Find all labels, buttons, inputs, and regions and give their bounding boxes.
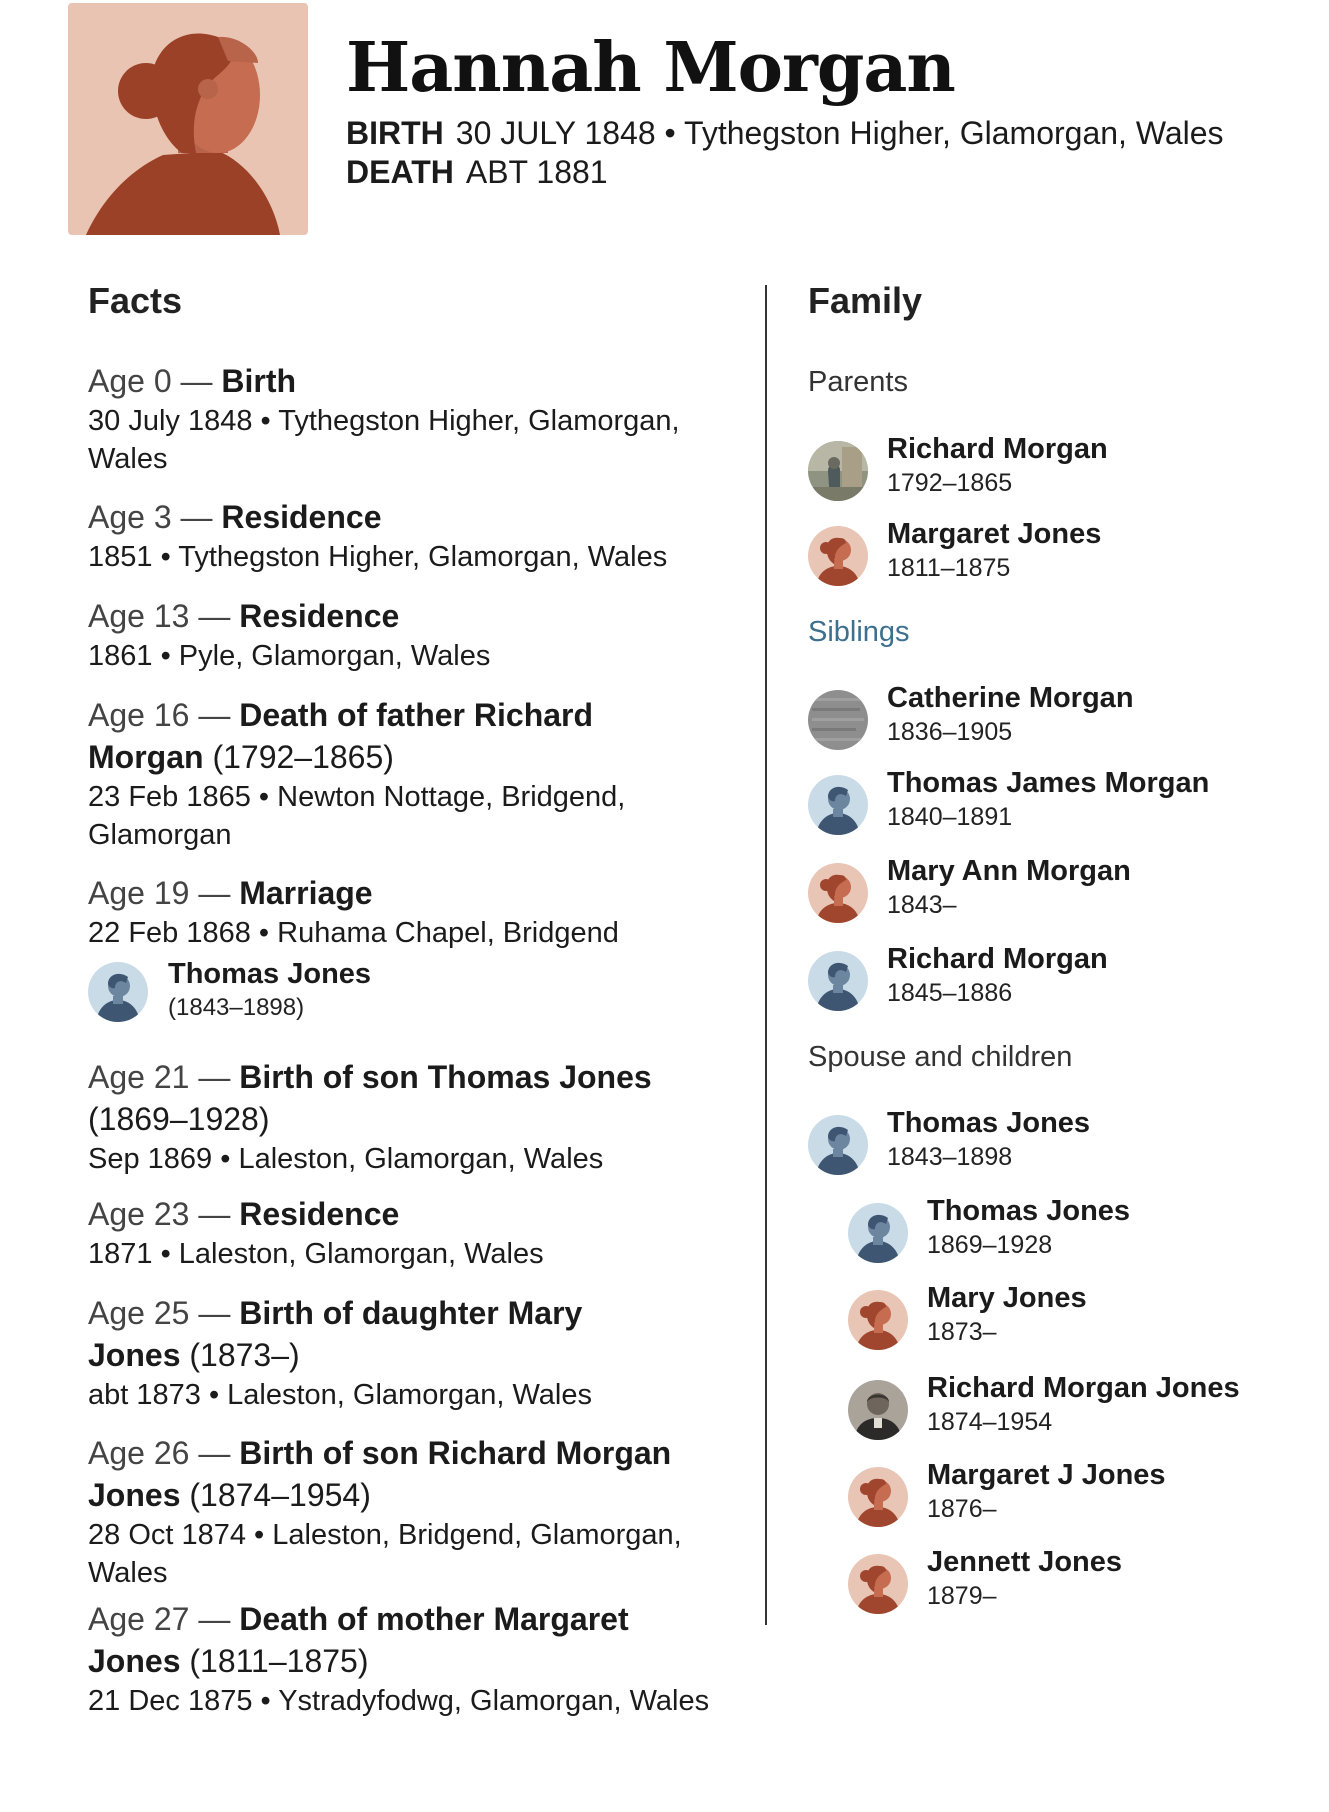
- member-name: Thomas Jones: [927, 1195, 1131, 1227]
- avatar: [848, 1203, 908, 1263]
- fact-item[interactable]: [88, 496, 738, 576]
- avatar: [808, 951, 868, 1011]
- fact-age: Age 27 —: [88, 1601, 240, 1637]
- member-name: Thomas Jones: [887, 1107, 1091, 1139]
- siblings-heading[interactable]: Siblings: [808, 616, 910, 648]
- fact-event: Birth: [221, 363, 297, 399]
- female-avatar-icon: [848, 1467, 908, 1527]
- family-member[interactable]: [808, 857, 1278, 921]
- member-name: Mary Jones: [927, 1282, 1087, 1314]
- member-years: 1876–: [927, 1495, 997, 1523]
- fact-event-years: (1874–1954): [180, 1477, 371, 1513]
- member-years: 1811–1875: [887, 554, 1011, 582]
- family-section: [808, 280, 1308, 1610]
- avatar: [808, 863, 868, 923]
- birth-value: 30 JULY 1848 • Tythegston Higher, Glamorgan, Wales: [455, 115, 1224, 151]
- document-photo-avatar-icon: [808, 690, 868, 750]
- family-member[interactable]: [808, 945, 1278, 1009]
- member-name: Mary Ann Morgan: [887, 855, 1131, 887]
- male-avatar-icon: [88, 962, 148, 1022]
- profile-portrait[interactable]: [68, 3, 308, 235]
- fact-age: Age 26 —: [88, 1435, 240, 1471]
- fact-item[interactable]: [88, 694, 648, 854]
- fact-detail: 21 Dec 1875 • Ystradyfodwg, Glamorgan, Wales: [88, 1685, 710, 1717]
- avatar: [88, 962, 148, 1022]
- female-avatar-icon: [848, 1554, 908, 1614]
- member-years: 1843–1898: [887, 1143, 1013, 1171]
- fact-event: Marriage: [239, 875, 373, 911]
- person-name: Hannah Morgan: [346, 28, 955, 108]
- portrait-photo-avatar-icon: [848, 1380, 908, 1440]
- child-member[interactable]: [848, 1284, 1318, 1348]
- avatar: [848, 1290, 908, 1350]
- fact-event: Death of mother Margaret Jones: [88, 1601, 629, 1679]
- death-label: DEATH: [346, 154, 454, 190]
- parents-heading: Parents: [808, 366, 908, 398]
- fact-detail: Sep 1869 • Laleston, Glamorgan, Wales: [88, 1143, 604, 1175]
- fact-item[interactable]: [88, 360, 738, 478]
- female-avatar-icon: [808, 526, 868, 586]
- death-value: ABT 1881: [465, 154, 608, 190]
- member-name: Margaret J Jones: [927, 1459, 1166, 1491]
- female-avatar-icon: [848, 1290, 908, 1350]
- fact-item[interactable]: [88, 1193, 738, 1273]
- member-name: Richard Morgan: [887, 433, 1108, 465]
- fact-item[interactable]: [88, 1056, 738, 1178]
- family-member[interactable]: [808, 520, 1278, 584]
- male-avatar-icon: [848, 1203, 908, 1263]
- fact-event-years: (1792–1865): [203, 739, 394, 775]
- facts-section: [88, 280, 738, 1717]
- fact-event: Residence: [239, 1196, 400, 1232]
- male-avatar-icon: [808, 951, 868, 1011]
- fact-detail: 23 Feb 1865 • Newton Nottage, Bridgend, Glamorgan: [88, 781, 626, 851]
- fact-age: Age 3 —: [88, 499, 222, 535]
- family-member[interactable]: [808, 769, 1278, 833]
- member-years: 1843–: [887, 891, 957, 919]
- male-avatar-icon: [808, 775, 868, 835]
- marriage-spouse-link[interactable]: [88, 958, 738, 1024]
- avatar: [848, 1554, 908, 1614]
- member-name: Richard Morgan: [887, 943, 1108, 975]
- fact-event: Residence: [239, 598, 400, 634]
- fact-age: Age 0 —: [88, 363, 222, 399]
- fact-item[interactable]: [88, 595, 738, 675]
- avatar: [808, 441, 868, 501]
- child-member[interactable]: [848, 1374, 1318, 1438]
- fact-age: Age 21 —: [88, 1059, 240, 1095]
- fact-detail: 1861 • Pyle, Glamorgan, Wales: [88, 640, 491, 672]
- fact-detail: 30 July 1848 • Tythegston Higher, Glamorgan, Wales: [88, 405, 680, 475]
- member-name: Catherine Morgan: [887, 682, 1134, 714]
- fact-item[interactable]: [88, 872, 738, 1024]
- child-member[interactable]: [848, 1548, 1318, 1612]
- avatar: [808, 775, 868, 835]
- family-member[interactable]: [808, 684, 1278, 748]
- fact-detail: 1871 • Laleston, Glamorgan, Wales: [88, 1238, 544, 1270]
- fact-age: Age 23 —: [88, 1196, 240, 1232]
- child-member[interactable]: [848, 1197, 1318, 1261]
- spouse-children-heading: Spouse and children: [808, 1041, 1073, 1073]
- fact-event-years: (1811–1875): [180, 1643, 369, 1679]
- family-member[interactable]: [808, 435, 1278, 499]
- fact-item[interactable]: [88, 1598, 710, 1720]
- fact-event: Birth of son Thomas Jones: [239, 1059, 652, 1095]
- fact-event: Birth of daughter Mary Jones: [88, 1295, 583, 1373]
- fact-detail: 1851 • Tythegston Higher, Glamorgan, Wales: [88, 541, 668, 573]
- member-years: 1879–: [927, 1582, 997, 1610]
- column-divider: [765, 285, 767, 1625]
- fact-item[interactable]: [88, 1432, 688, 1592]
- member-name: Jennett Jones: [927, 1546, 1122, 1578]
- female-avatar-icon: [808, 863, 868, 923]
- fact-detail: abt 1873 • Laleston, Glamorgan, Wales: [88, 1379, 592, 1411]
- spouse-member[interactable]: [808, 1109, 1278, 1173]
- child-member[interactable]: [848, 1461, 1318, 1525]
- fact-age: Age 16 —: [88, 697, 240, 733]
- member-name: Thomas James Morgan: [887, 767, 1210, 799]
- fact-event: Residence: [221, 499, 382, 535]
- fact-detail: 28 Oct 1874 • Laleston, Bridgend, Glamorgan, Wales: [88, 1519, 682, 1589]
- death-info: [346, 154, 608, 191]
- member-years: 1792–1865: [887, 469, 1013, 497]
- member-years: 1873–: [927, 1318, 997, 1346]
- birth-info: [346, 115, 1224, 152]
- fact-event: Birth of son Richard Morgan Jones: [88, 1435, 672, 1513]
- avatar: [848, 1380, 908, 1440]
- fact-detail: 22 Feb 1868 • Ruhama Chapel, Bridgend: [88, 917, 619, 949]
- spouse-years: (1843–1898): [168, 994, 305, 1021]
- spouse-name: Thomas Jones: [168, 958, 372, 990]
- member-years: 1874–1954: [927, 1408, 1053, 1436]
- fact-event-years: (1873–): [180, 1337, 300, 1373]
- female-silhouette-icon: [68, 3, 308, 235]
- member-years: 1845–1886: [887, 979, 1013, 1007]
- fact-event-years: (1869–1928): [88, 1101, 270, 1137]
- fact-age: Age 13 —: [88, 598, 240, 634]
- facts-title: Facts: [88, 280, 183, 321]
- birth-label: BIRTH: [346, 115, 444, 151]
- family-title: Family: [808, 280, 923, 321]
- member-years: 1840–1891: [887, 803, 1013, 831]
- member-years: 1836–1905: [887, 718, 1013, 746]
- fact-age: Age 19 —: [88, 875, 240, 911]
- fact-age: Age 25 —: [88, 1295, 240, 1331]
- member-years: 1869–1928: [927, 1231, 1053, 1259]
- member-name: Margaret Jones: [887, 518, 1102, 550]
- avatar: [808, 1115, 868, 1175]
- avatar: [848, 1467, 908, 1527]
- male-avatar-icon: [808, 1115, 868, 1175]
- avatar: [808, 526, 868, 586]
- member-name: Richard Morgan Jones: [927, 1372, 1240, 1404]
- fact-event: Death of father Richard Morgan: [88, 697, 594, 775]
- photo-avatar-icon: [808, 441, 868, 501]
- avatar: [808, 690, 868, 750]
- fact-item[interactable]: [88, 1292, 648, 1414]
